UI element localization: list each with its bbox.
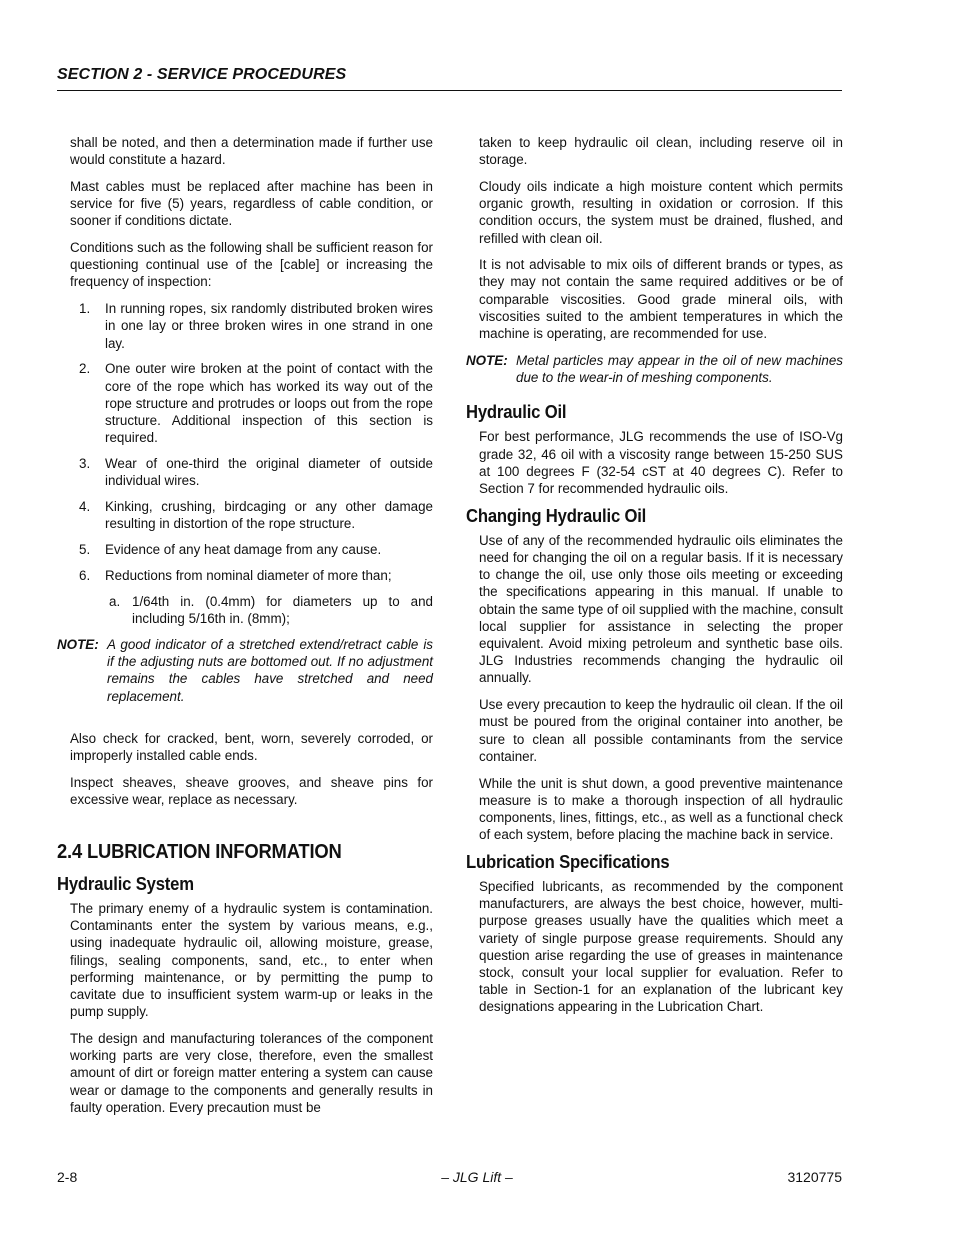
paragraph: The primary enemy of a hydraulic system is contamination. Contaminants enter the system by various means, e.g., using inadequate hydraulic oil, allowing moisture, grease, filings, sealing components, sand, etc., to enter when performing maintenance, or by permitting the pump to cavitate due to insufficient system warm-up or leaks in the pump supply. [70,900,433,1020]
subheading-lubrication-specifications: Lubrication Specifications [466,850,670,872]
header-rule [57,90,842,91]
left-column [57,134,433,1125]
paragraph: While the unit is shut down, a good preventive maintenance measure is to make a thorough inspection of all hydraulic components, lines, fittings, etc., as well as a functional check of each system, before placing the machine back in service. [479,775,843,843]
sub-list-item: a. 1/64th in. (0.4mm) for diameters up to and including 5/16th in. (8mm); [109,593,433,626]
subheading-changing-hydraulic-oil: Changing Hydraulic Oil [466,504,647,526]
list-item: 5. Evidence of any heat damage from any cause. [79,541,382,557]
paragraph: Inspect sheaves, sheave grooves, and sheave pins for excessive wear, replace as necessary. [70,774,433,807]
document-number: 3120775 [787,1169,842,1185]
note-text: A good indicator of a stretched extend/retract cable is if the adjusting nuts are bottomed out. If no adjustment remains the cables have stretched and need replacement. [107,636,433,704]
subheading-hydraulic-oil: Hydraulic Oil [466,401,567,423]
paragraph: Use every precaution to keep the hydraulic oil clean. If the oil must be poured from the original container into another, be sure to clean all possible contaminants from the service container. [479,697,843,764]
section-title: SECTION 2 - SERVICE PROCEDURES [57,66,347,83]
paragraph: Cloudy oils indicate a high moisture content which permits organic growth, resulting in oxidation or corrosion. If this condition occurs, the system must be drained, flushed, and refilled with clean oil. [479,178,843,246]
paragraph: The design and manufacturing tolerances of the component working parts are very close, therefore, even the smallest amount of dirt or foreign matter entering a system can cause wear or damage to the components and generally results in faulty operation. Every precaution must be [70,1030,433,1115]
inspection-list [57,300,433,584]
note-label: NOTE: [57,636,99,652]
note-text: Metal particles may appear in the oil of new machines due to the wear-in of meshing components. [516,352,843,385]
paragraph: For best performance, JLG recommends the use of ISO-Vg grade 32, 46 oil with a viscosity range between 15-250 SUS at 100 degrees F (32-54 cST at 40 degrees C). Refer to Section 7 for recommended hydraulic oils. [479,429,843,496]
list-item: 4. Kinking, crushing, birdcaging or any other damage resulting in distortion of the rope structure. [79,498,433,532]
note-block [57,636,433,705]
footer-center: – JLG Lift – [441,1169,513,1185]
right-column [466,134,843,1025]
paragraph: It is not advisable to mix oils of different brands or types, as they may not contain the same required additives or be of comparable viscosities. Good grade mineral oils, with viscosities suited to the ambient temperatures in which the machine is operating, are recommended for use. [479,257,843,342]
list-item: 2. One outer wire broken at the point of contact with the core of the rope which has worked its way out of the rope structure and protrudes or loops out from the rope structure. Additional inspection of this section is required. [79,361,433,446]
note-block [466,352,843,386]
paragraph: Also check for cracked, bent, worn, severely corroded, or improperly installed cable ends. [70,730,433,763]
paragraph: Mast cables must be replaced after machine has been in service for five (5) years, regardless of cable condition, or sooner if conditions dictate. [70,178,433,229]
list-item: 3. Wear of one-third the original diameter of outside individual wires. [79,455,433,489]
paragraph: taken to keep hydraulic oil clean, including reserve oil in storage. [479,135,843,168]
paragraph: shall be noted, and then a determination made if further use would constitute a hazard. [70,135,433,168]
page-number: 2-8 [57,1169,78,1185]
paragraph: Conditions such as the following shall be sufficient reason for questioning continual use of the [cable] or increasing the frequency of inspection: [70,240,433,290]
paragraph: Specified lubricants, as recommended by the component manufacturers, are always the best choice, however, multi-purpose greases usually have the qualities which meet a variety of single purpose grease requirements. Should any question arise regarding the use of greases in maintenance stock, consult your local supplier for evaluation. Refer to table in Section-1 for an explanation of the lubricant key designations appearing in the Lubrication Chart. [479,879,843,1015]
list-item: 6. Reductions from nominal diameter of more than; [79,567,392,583]
subheading-hydraulic-system: Hydraulic System [57,872,194,894]
section-heading: 2.4 LUBRICATION INFORMATION [57,840,342,863]
note-label: NOTE: [466,352,508,368]
list-item: 1. In running ropes, six randomly distributed broken wires in one lay or three broken wires in one strand in one lay. [79,301,433,351]
paragraph: Use of any of the recommended hydraulic oils eliminates the need for changing the oil on a regular basis. If it is necessary to change the oil, use only those oils meeting or exceeding the specifications appearing in this manual. If unable to obtain the same type of oil supplied with the machine, consult local supplier for assistance in selecting the proper equivalent. Avoid mixing petroleum and synthetic base oils. JLG Industries recommends changing the hydraulic oil annually. [479,532,843,686]
